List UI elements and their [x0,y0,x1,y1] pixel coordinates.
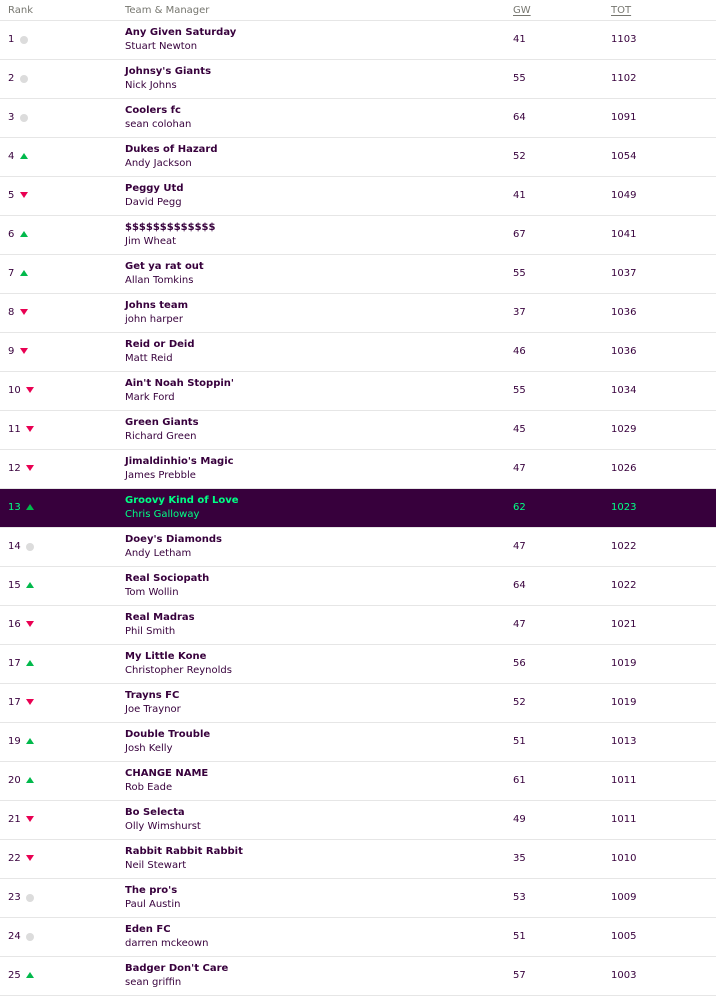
rank-same-icon [20,75,28,83]
rank-value: 3 [8,112,15,123]
total-points: 1013 [611,736,637,747]
rank-value: 16 [8,619,21,630]
rank-down-icon [26,465,34,471]
total-points: 1005 [611,931,637,942]
manager-name: Christopher Reynolds [125,665,232,676]
team-name-link[interactable]: $$$$$$$$$$$$$ [125,222,216,233]
total-points: 1019 [611,658,637,669]
gameweek-points: 55 [513,385,526,396]
rank-down-icon [26,699,34,705]
rank-value: 22 [8,853,21,864]
table-row-highlighted[interactable] [0,489,716,528]
rank-same-icon [26,933,34,941]
total-points: 1091 [611,112,637,123]
total-points: 1029 [611,424,637,435]
gameweek-points: 45 [513,424,526,435]
total-points: 1010 [611,853,637,864]
gameweek-points: 62 [513,502,526,513]
rank-value: 5 [8,190,15,201]
rank-down-icon [26,426,34,432]
manager-name: sean griffin [125,977,182,988]
rank-value: 11 [8,424,21,435]
team-name-link[interactable]: Bo Selecta [125,807,185,818]
rank-up-icon [26,972,34,978]
rank-value: 10 [8,385,21,396]
rank-up-icon [26,738,34,744]
rank-value: 17 [8,658,21,669]
table-row[interactable] [0,138,716,177]
table-row[interactable] [0,177,716,216]
rank-down-icon [20,192,28,198]
rank-up-icon [20,153,28,159]
total-points: 1011 [611,814,637,825]
rank-same-icon [20,114,28,122]
manager-name: Joe Traynor [125,704,181,715]
rank-up-icon [26,504,34,510]
rank-header: Rank [8,5,33,16]
table-row[interactable] [0,411,716,450]
rank-value: 15 [8,580,21,591]
total-points: 1023 [611,502,637,513]
rank-value: 20 [8,775,21,786]
gameweek-points: 53 [513,892,526,903]
rank-value: 13 [8,502,21,513]
manager-name: David Pegg [125,197,182,208]
gameweek-points: 37 [513,307,526,318]
rank-down-icon [20,348,28,354]
table-row[interactable] [0,606,716,645]
manager-name: Richard Green [125,431,197,442]
team-manager-header: Team & Manager [125,5,210,16]
table-row[interactable] [0,762,716,801]
total-points: 1037 [611,268,637,279]
team-name-link[interactable]: Doey's Diamonds [125,534,222,545]
gameweek-points: 49 [513,814,526,825]
table-row[interactable] [0,294,716,333]
table-row[interactable] [0,879,716,918]
team-name-link[interactable]: Johnsy's Giants [125,66,212,77]
gameweek-points: 57 [513,970,526,981]
manager-name: Allan Tomkins [125,275,194,286]
manager-name: Nick Johns [125,80,177,91]
manager-name: Chris Galloway [125,509,200,520]
table-row[interactable] [0,684,716,723]
team-name-link[interactable]: Real Madras [125,612,195,623]
team-name-link[interactable]: Get ya rat out [125,261,204,272]
total-points: 1026 [611,463,637,474]
rank-down-icon [26,387,34,393]
rank-down-icon [26,621,34,627]
rank-value: 8 [8,307,15,318]
team-name-link[interactable]: Green Giants [125,417,199,428]
total-points: 1103 [611,34,637,45]
total-points: 1102 [611,73,637,84]
rank-same-icon [26,543,34,551]
team-name-link[interactable]: Reid or Deid [125,339,195,350]
rank-up-icon [26,777,34,783]
total-points: 1049 [611,190,637,201]
table-row[interactable] [0,723,716,762]
total-points: 1011 [611,775,637,786]
manager-name: Jim Wheat [125,236,177,247]
total-points: 1036 [611,346,637,357]
rank-value: 23 [8,892,21,903]
rank-same-icon [26,894,34,902]
gameweek-points: 56 [513,658,526,669]
team-name-link[interactable]: Dukes of Hazard [125,144,218,155]
gameweek-points: 61 [513,775,526,786]
table-row[interactable] [0,957,716,996]
team-name-link[interactable]: Eden FC [125,924,171,935]
manager-name: Rob Eade [125,782,173,793]
rank-value: 6 [8,229,15,240]
total-points: 1034 [611,385,637,396]
manager-name: Andy Letham [125,548,192,559]
team-name-link[interactable]: Johns team [125,300,188,311]
manager-name: Neil Stewart [125,860,187,871]
table-row[interactable] [0,21,716,60]
team-name-link[interactable]: Jimaldinhio's Magic [125,456,234,467]
total-points: 1019 [611,697,637,708]
table-header [0,0,716,21]
gameweek-points: 35 [513,853,526,864]
rank-down-icon [26,816,34,822]
manager-name: Paul Austin [125,899,181,910]
gameweek-points: 67 [513,229,526,240]
rank-value: 2 [8,73,15,84]
table-row[interactable] [0,918,716,957]
rank-down-icon [26,855,34,861]
table-row[interactable] [0,528,716,567]
manager-name: James Prebble [125,470,196,481]
gameweek-points: 55 [513,268,526,279]
gw-header[interactable]: GW [513,5,531,16]
table-row[interactable] [0,255,716,294]
standings-table [0,21,716,996]
manager-name: john harper [125,314,183,325]
team-name-link[interactable]: Badger Don't Care [125,963,229,974]
table-row[interactable] [0,801,716,840]
manager-name: darren mckeown [125,938,209,949]
gameweek-points: 41 [513,34,526,45]
rank-value: 7 [8,268,15,279]
rank-same-icon [20,36,28,44]
rank-value: 14 [8,541,21,552]
table-row[interactable] [0,840,716,879]
team-name-link[interactable]: The pro's [125,885,178,896]
team-name-link[interactable]: Groovy Kind of Love [125,495,239,506]
rank-value: 19 [8,736,21,747]
gameweek-points: 51 [513,736,526,747]
total-points: 1022 [611,580,637,591]
total-points: 1009 [611,892,637,903]
manager-name: Andy Jackson [125,158,192,169]
rank-value: 25 [8,970,21,981]
rank-value: 12 [8,463,21,474]
manager-name: sean colohan [125,119,192,130]
gameweek-points: 64 [513,580,526,591]
total-points: 1036 [611,307,637,318]
table-row[interactable] [0,60,716,99]
manager-name: Mark Ford [125,392,175,403]
gameweek-points: 64 [513,112,526,123]
total-points: 1022 [611,541,637,552]
team-name-link[interactable]: Peggy Utd [125,183,184,194]
rank-value: 1 [8,34,15,45]
table-row[interactable] [0,450,716,489]
team-name-link[interactable]: Ain't Noah Stoppin' [125,378,234,389]
team-name-link[interactable]: CHANGE NAME [125,768,209,779]
total-points: 1041 [611,229,637,240]
rank-up-icon [26,660,34,666]
team-name-link[interactable]: Coolers fc [125,105,181,116]
table-row[interactable] [0,567,716,606]
rank-value: 24 [8,931,21,942]
tot-header[interactable]: TOT [611,5,632,16]
table-row[interactable] [0,216,716,255]
gameweek-points: 47 [513,463,526,474]
table-row[interactable] [0,372,716,411]
table-row[interactable] [0,645,716,684]
rank-up-icon [20,270,28,276]
gameweek-points: 52 [513,151,526,162]
rank-value: 4 [8,151,15,162]
rank-value: 9 [8,346,15,357]
manager-name: Phil Smith [125,626,176,637]
rank-up-icon [20,231,28,237]
team-name-link[interactable]: Rabbit Rabbit Rabbit [125,846,243,857]
team-name-link[interactable]: Double Trouble [125,729,211,740]
manager-name: Josh Kelly [125,743,173,754]
rank-value: 17 [8,697,21,708]
table-row[interactable] [0,333,716,372]
team-name-link[interactable]: Any Given Saturday [125,27,237,38]
total-points: 1003 [611,970,637,981]
manager-name: Olly Wimshurst [125,821,201,832]
gameweek-points: 41 [513,190,526,201]
gameweek-points: 55 [513,73,526,84]
rank-value: 21 [8,814,21,825]
table-row[interactable] [0,99,716,138]
gameweek-points: 51 [513,931,526,942]
gameweek-points: 52 [513,697,526,708]
rank-up-icon [26,582,34,588]
manager-name: Matt Reid [125,353,173,364]
team-name-link[interactable]: My Little Kone [125,651,207,662]
team-name-link[interactable]: Real Sociopath [125,573,210,584]
gameweek-points: 47 [513,541,526,552]
total-points: 1021 [611,619,637,630]
gameweek-points: 47 [513,619,526,630]
manager-name: Stuart Newton [125,41,198,52]
team-name-link[interactable]: Trayns FC [125,690,180,701]
total-points: 1054 [611,151,637,162]
gameweek-points: 46 [513,346,526,357]
manager-name: Tom Wollin [125,587,179,598]
rank-down-icon [20,309,28,315]
